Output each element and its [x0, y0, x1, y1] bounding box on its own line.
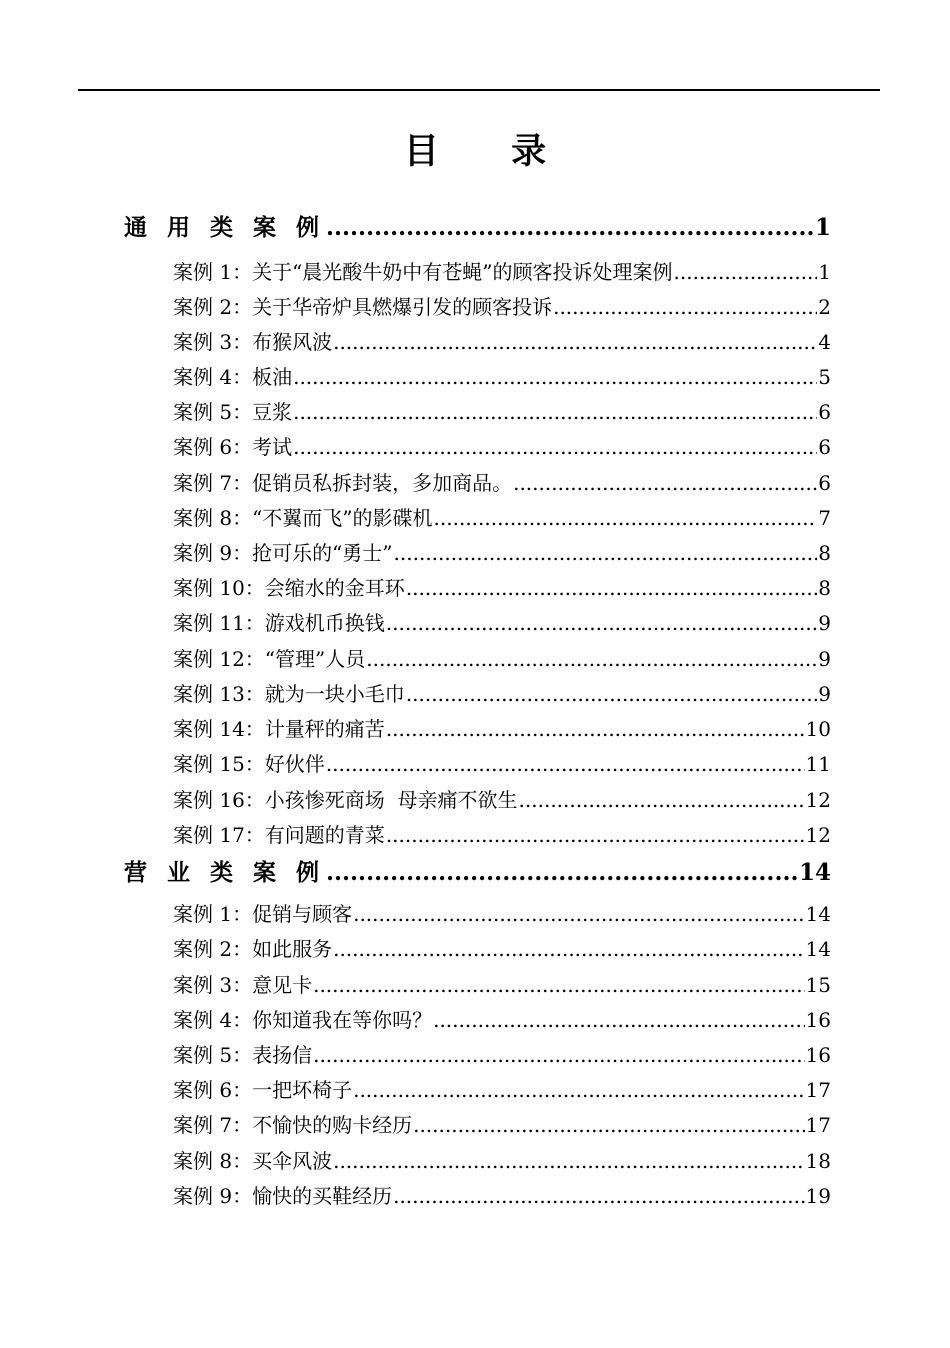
toc-leader-dots	[293, 365, 817, 389]
toc-entry-label: 案例 9：抢可乐的“勇士”	[173, 541, 393, 565]
toc-page-number: 8	[818, 541, 831, 565]
toc-page-number: 16	[805, 1043, 831, 1067]
toc-entry-label: 案例 3：意见卡	[173, 973, 313, 997]
toc-leader-dots	[326, 214, 814, 241]
toc-entry[interactable]	[173, 361, 831, 391]
toc-leader-dots	[386, 823, 805, 847]
toc-leader-dots	[394, 541, 818, 565]
toc-entry-label: 案例 5：表扬信	[173, 1043, 313, 1067]
header-rule	[78, 89, 880, 91]
toc-entry-label: 案例 9：愉快的买鞋经历	[173, 1184, 393, 1208]
toc-page-number: 16	[805, 1008, 831, 1032]
toc-entry-label: 案例 7：不愉快的购卡经历	[173, 1113, 413, 1137]
toc-entry-label: 案例 17：有问题的青菜	[173, 823, 385, 847]
toc-entry[interactable]	[173, 256, 831, 286]
toc-entry[interactable]	[173, 291, 831, 321]
toc-entry-label: 案例 1：关于“晨光酸牛奶中有苍蝇”的顾客投诉处理案例	[173, 260, 673, 284]
toc-leader-dots	[313, 1043, 804, 1067]
toc-leader-dots	[513, 471, 817, 495]
toc-leader-dots	[326, 752, 805, 776]
toc-entry-label: 案例 4：板油	[173, 365, 293, 389]
toc-leader-dots	[413, 1113, 804, 1137]
toc-entry[interactable]	[173, 748, 831, 778]
toc-entry[interactable]	[173, 784, 831, 814]
toc-entry-label: 案例 11：游戏机币换钱	[173, 611, 385, 635]
toc-page-number: 4	[818, 330, 831, 354]
toc-entry-label: 案例 2：如此服务	[173, 937, 333, 961]
toc-entry-label: 案例 13：就为一块小毛巾	[173, 682, 405, 706]
page-title: 目 录	[403, 131, 577, 172]
toc-entry-label: 案例 15：好伙伴	[173, 752, 325, 776]
toc-leader-dots	[674, 260, 818, 284]
toc-entry-label: 案例 2：关于华帝炉具燃爆引发的顾客投诉	[173, 295, 553, 319]
toc-entry[interactable]	[173, 572, 831, 602]
toc-page-number: 9	[818, 611, 831, 635]
toc-leader-dots	[433, 1008, 804, 1032]
toc-page-number: 6	[818, 435, 831, 459]
toc-leader-dots	[333, 1149, 804, 1173]
toc-entry[interactable]	[173, 1039, 831, 1069]
toc-page-number: 18	[805, 1149, 831, 1173]
toc-page-number: 17	[805, 1113, 831, 1137]
toc-entry-label: 案例 8：买伞风波	[173, 1149, 333, 1173]
toc-section-label: 通 用 类 案 例	[124, 214, 326, 241]
toc-page-number: 1	[818, 260, 831, 284]
toc-entry-label: 案例 5：豆浆	[173, 400, 293, 424]
toc-page-number: 11	[805, 752, 831, 776]
toc-entry[interactable]	[173, 326, 831, 356]
toc-entry-label: 案例 6：一把坏椅子	[173, 1078, 353, 1102]
toc-page-number: 1	[814, 214, 831, 241]
toc-page-number: 17	[805, 1078, 831, 1102]
toc-leader-dots	[393, 1184, 804, 1208]
toc-entry-label: 案例 6：考试	[173, 435, 293, 459]
toc-section-general[interactable]	[124, 209, 831, 241]
toc-page-number: 10	[805, 717, 831, 741]
toc-entry[interactable]	[173, 1109, 831, 1139]
toc-page-number: 8	[818, 576, 831, 600]
toc-entry[interactable]	[173, 969, 831, 999]
toc-page-number: 7	[818, 506, 831, 530]
toc-leader-dots	[293, 435, 817, 459]
toc-page-number: 14	[805, 937, 831, 961]
toc-section-label: 营 业 类 案 例	[124, 859, 326, 886]
toc-entry-label: 案例 12：“管理”人员	[173, 647, 366, 671]
toc-entry[interactable]	[173, 431, 831, 461]
toc-entry[interactable]	[173, 643, 831, 673]
toc-entry[interactable]	[173, 1004, 831, 1034]
toc-leader-dots	[313, 973, 804, 997]
toc-entry[interactable]	[173, 467, 831, 497]
toc-entry[interactable]	[173, 1145, 831, 1175]
toc-leader-dots	[386, 611, 817, 635]
toc-page-number: 15	[805, 973, 831, 997]
toc-entry[interactable]	[173, 396, 831, 426]
toc-entry[interactable]	[173, 607, 831, 637]
toc-page-number: 5	[818, 365, 831, 389]
toc-page-number: 6	[818, 400, 831, 424]
toc-leader-dots	[406, 682, 817, 706]
toc-entry-label: 案例 7：促销员私拆封装，多加商品。	[173, 471, 513, 495]
toc-leader-dots	[333, 330, 817, 354]
toc-page-number: 9	[818, 647, 831, 671]
toc-entry-label: 案例 10：会缩水的金耳环	[173, 576, 405, 600]
toc-leader-dots	[353, 1078, 804, 1102]
toc-entry[interactable]	[173, 898, 831, 928]
toc-section-business[interactable]	[124, 854, 831, 886]
toc-entry-label: 案例 4：你知道我在等你吗？	[173, 1008, 433, 1032]
toc-entry[interactable]	[173, 537, 831, 567]
toc-leader-dots	[553, 295, 817, 319]
toc-entry-label: 案例 3：布猴风波	[173, 330, 333, 354]
toc-entry[interactable]	[173, 678, 831, 708]
toc-entry[interactable]	[173, 1180, 831, 1210]
toc-entry[interactable]	[173, 1074, 831, 1104]
toc-entry[interactable]	[173, 713, 831, 743]
toc-entry[interactable]	[173, 933, 831, 963]
toc-page-number: 2	[818, 295, 831, 319]
toc-leader-dots	[293, 400, 817, 424]
toc-page-number: 19	[805, 1184, 831, 1208]
toc-leader-dots	[326, 859, 798, 886]
toc-page-number: 6	[818, 471, 831, 495]
toc-page-number: 9	[818, 682, 831, 706]
toc-leader-dots	[434, 506, 818, 530]
toc-leader-dots	[519, 788, 805, 812]
toc-leader-dots	[406, 576, 817, 600]
toc-page-number: 12	[805, 788, 831, 812]
toc-leader-dots	[386, 717, 805, 741]
toc-entry-label: 案例 1：促销与顾客	[173, 902, 353, 926]
toc-leader-dots	[353, 902, 804, 926]
toc-page-number: 12	[805, 823, 831, 847]
toc-entry-label: 案例 8：“不翼而飞”的影碟机	[173, 506, 433, 530]
toc-entry[interactable]	[173, 819, 831, 849]
toc-leader-dots	[333, 937, 804, 961]
toc-page-number: 14	[798, 859, 831, 886]
toc-entry[interactable]	[173, 502, 831, 532]
toc-leader-dots	[366, 647, 817, 671]
toc-page-number: 14	[805, 902, 831, 926]
toc-entry-label: 案例 14：计量秤的痛苦	[173, 717, 385, 741]
toc-entry-label: 案例 16：小孩惨死商场 母亲痛不欲生	[173, 788, 518, 812]
